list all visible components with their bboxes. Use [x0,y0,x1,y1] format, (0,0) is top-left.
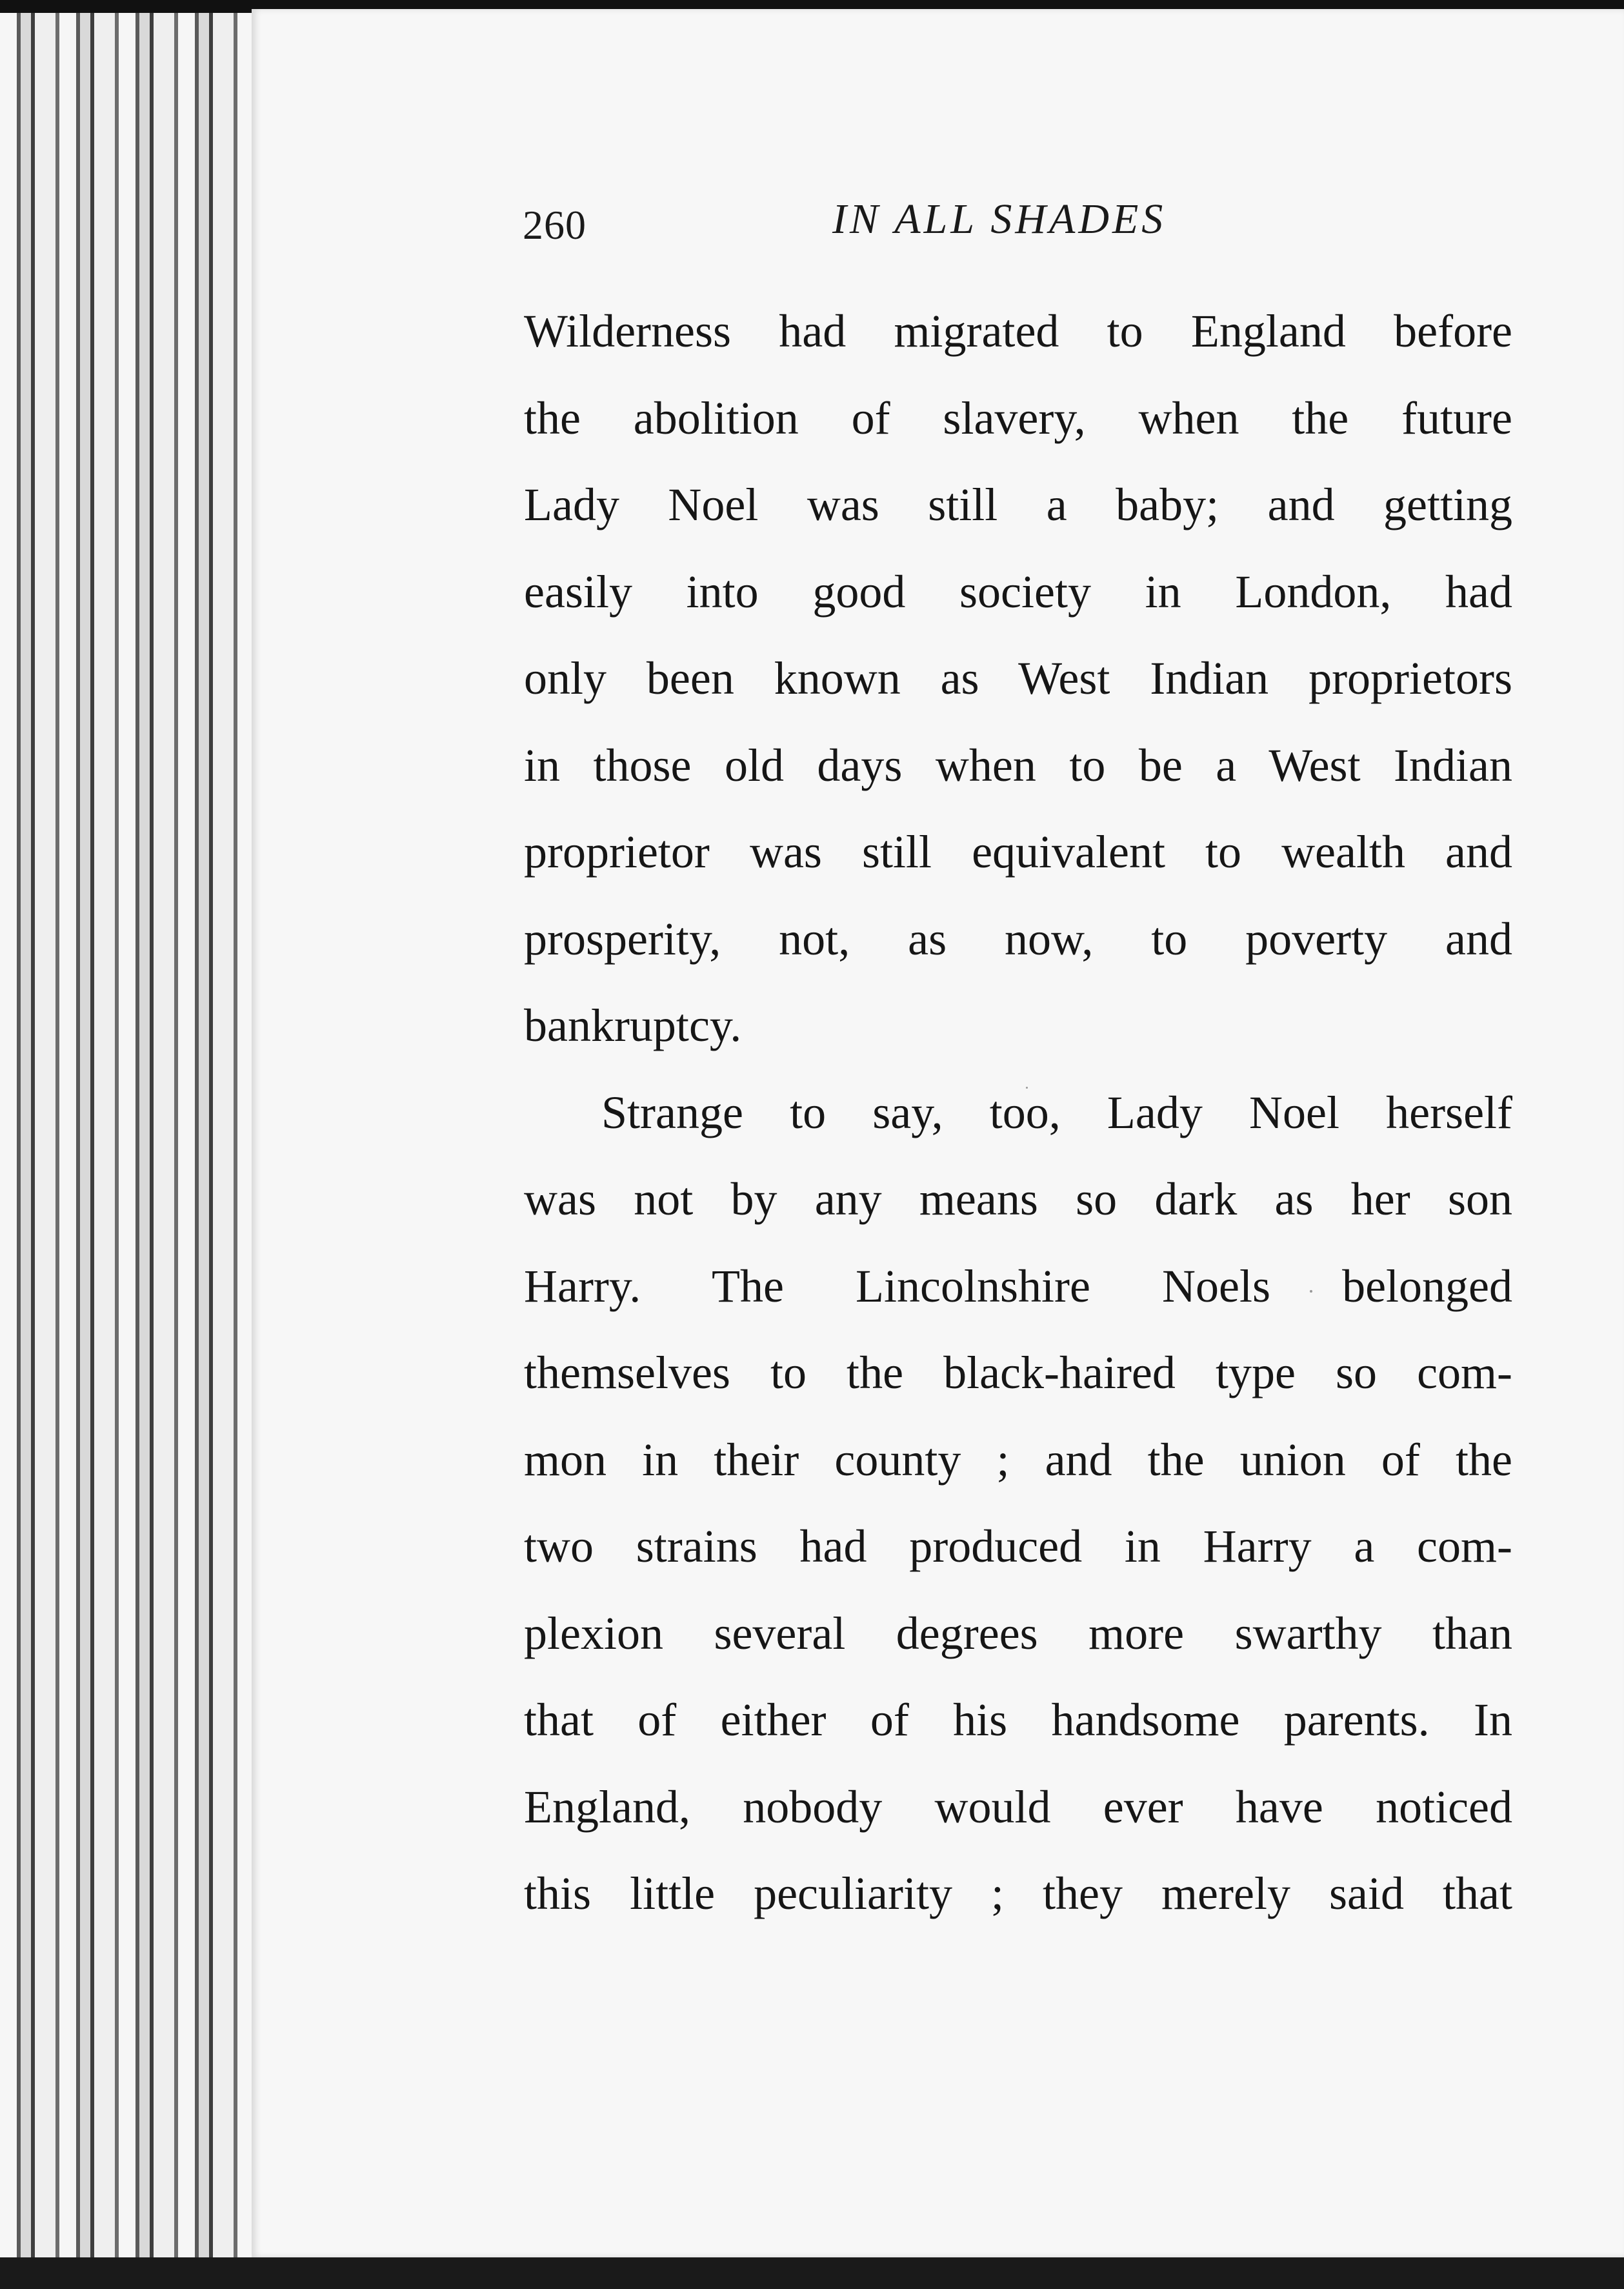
text-line: this little peculiarity ; they merely said that [524,1868,1512,1919]
body-text [524,288,1512,1937]
paragraph-first-line: Strange to say, too, Lady Noel herself [601,1086,1512,1138]
text-line: proprietor was still equivalent to wealth and [524,826,1512,878]
page-number: 260 [523,202,586,248]
text-line: England, nobody would ever have noticed [524,1780,1512,1833]
text-line: that of either of his handsome parents. In [524,1694,1512,1746]
text-line: only been known as West Indian proprietors [524,652,1512,704]
text-line: prosperity, not, as now, to poverty and [524,913,1512,965]
text-line: bankruptcy. [524,1000,742,1051]
text-line: plexion several degrees more swarthy than [524,1607,1512,1659]
text-line: Lady Noel was still a baby; and getting [524,479,1512,530]
book-page-edges [0,13,254,2259]
text-line: Harry. The Lincolnshire Noels belonged [524,1260,1512,1312]
text-line: Wilderness had migrated to England before [524,305,1512,357]
text-line: mon in their county ; and the union of the [524,1433,1512,1486]
text-line: in those old days when to be a West Indian [524,739,1512,791]
text-line: was not by any means so dark as her son [524,1173,1512,1225]
text-line: two strains had produced in Harry a com- [524,1520,1512,1572]
scan-bottom-edge [0,2257,1624,2289]
text-line: the abolition of slavery, when the future [524,392,1512,444]
running-head [523,187,1452,258]
text-line: themselves to the black-haired type so com- [524,1347,1512,1398]
running-title: IN ALL SHADES [832,196,1167,243]
text-line: easily into good society in London, had [524,565,1512,618]
